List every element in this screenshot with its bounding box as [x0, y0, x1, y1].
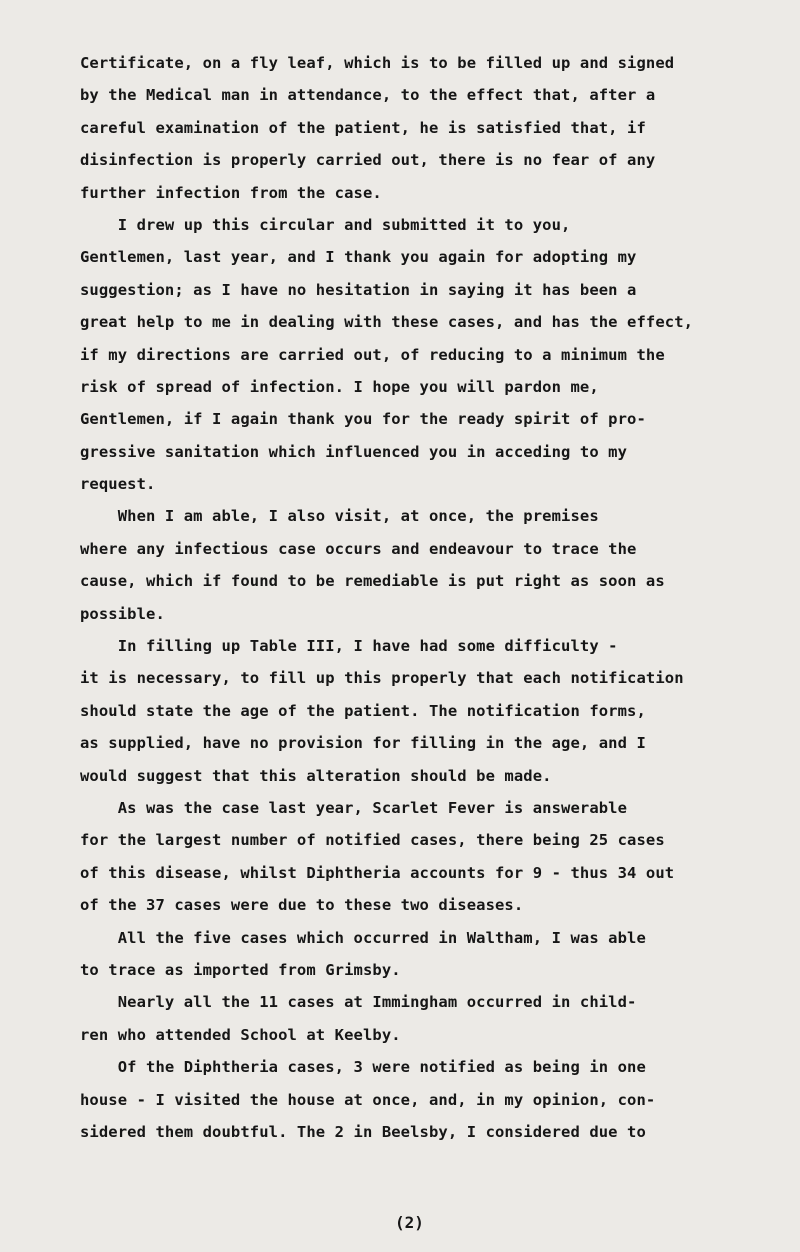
text-line: it is necessary, to fill up this properly that each notification — [80, 669, 684, 688]
text-line: possible. — [80, 604, 165, 623]
text-line: ren who attended School at Keelby. — [80, 1025, 401, 1044]
text-line: if my directions are carried out, of reducing to a minimum the — [80, 345, 665, 364]
text-line: gressive sanitation which influenced you in acceding to my — [80, 442, 628, 461]
text-line: suggestion; as I have no hesitation in saying it has been a — [80, 280, 637, 299]
text-line: further infection from the case. — [80, 183, 382, 202]
text-line: Of the Diphtheria cases, 3 were notified as being in one — [80, 1058, 646, 1077]
text-line: by the Medical man in attendance, to the effect that, after a — [80, 86, 656, 105]
page-number: (2) — [395, 1213, 424, 1232]
text-line: All the five cases which occurred in Waltham, I was able — [80, 928, 646, 947]
text-line: as supplied, have no provision for filling in the age, and I — [80, 734, 646, 753]
text-line: sidered them doubtful. The 2 in Beelsby, I considered due to — [80, 1122, 646, 1141]
text-line: Gentlemen, last year, and I thank you again for adopting my — [80, 248, 637, 267]
text-line: Certificate, on a fly leaf, which is to be filled up and signed — [80, 54, 675, 72]
text-line: of this disease, whilst Diphtheria accounts for 9 - thus 34 out — [80, 863, 675, 882]
text-line: house - I visited the house at once, and, in my opinion, con- — [80, 1090, 656, 1109]
text-line: In filling up Table III, I have had some difficulty - — [80, 637, 618, 656]
text-line: great help to me in dealing with these cases, and has the effect, — [80, 313, 694, 332]
text-line: Nearly all the 11 cases at Immingham occurred in child- — [80, 993, 637, 1012]
text-line: should state the age of the patient. The notification forms, — [80, 701, 646, 720]
text-line: of the 37 cases were due to these two diseases. — [80, 896, 524, 915]
text-line: careful examination of the patient, he is satisfied that, if — [80, 118, 646, 137]
text-line: for the largest number of notified cases, there being 25 cases — [80, 831, 665, 850]
text-line: would suggest that this alteration should be made. — [80, 766, 552, 785]
text-line: disinfection is properly carried out, there is no fear of any — [80, 151, 656, 170]
text-line: When I am able, I also visit, at once, the premises — [80, 507, 599, 526]
text-line: where any infectious case occurs and endeavour to trace the — [80, 539, 637, 558]
text-line: request. — [80, 475, 156, 494]
text-line: Gentlemen, if I again thank you for the ready spirit of pro- — [80, 410, 646, 429]
body-text — [80, 47, 780, 1148]
text-line: As was the case last year, Scarlet Fever is answerable — [80, 798, 628, 817]
text-line: I drew up this circular and submitted it to you, — [80, 215, 571, 234]
text-line: cause, which if found to be remediable is put right as soon as — [80, 572, 665, 591]
text-line: to trace as imported from Grimsby. — [80, 960, 401, 979]
text-line: risk of spread of infection. I hope you will pardon me, — [80, 377, 599, 396]
